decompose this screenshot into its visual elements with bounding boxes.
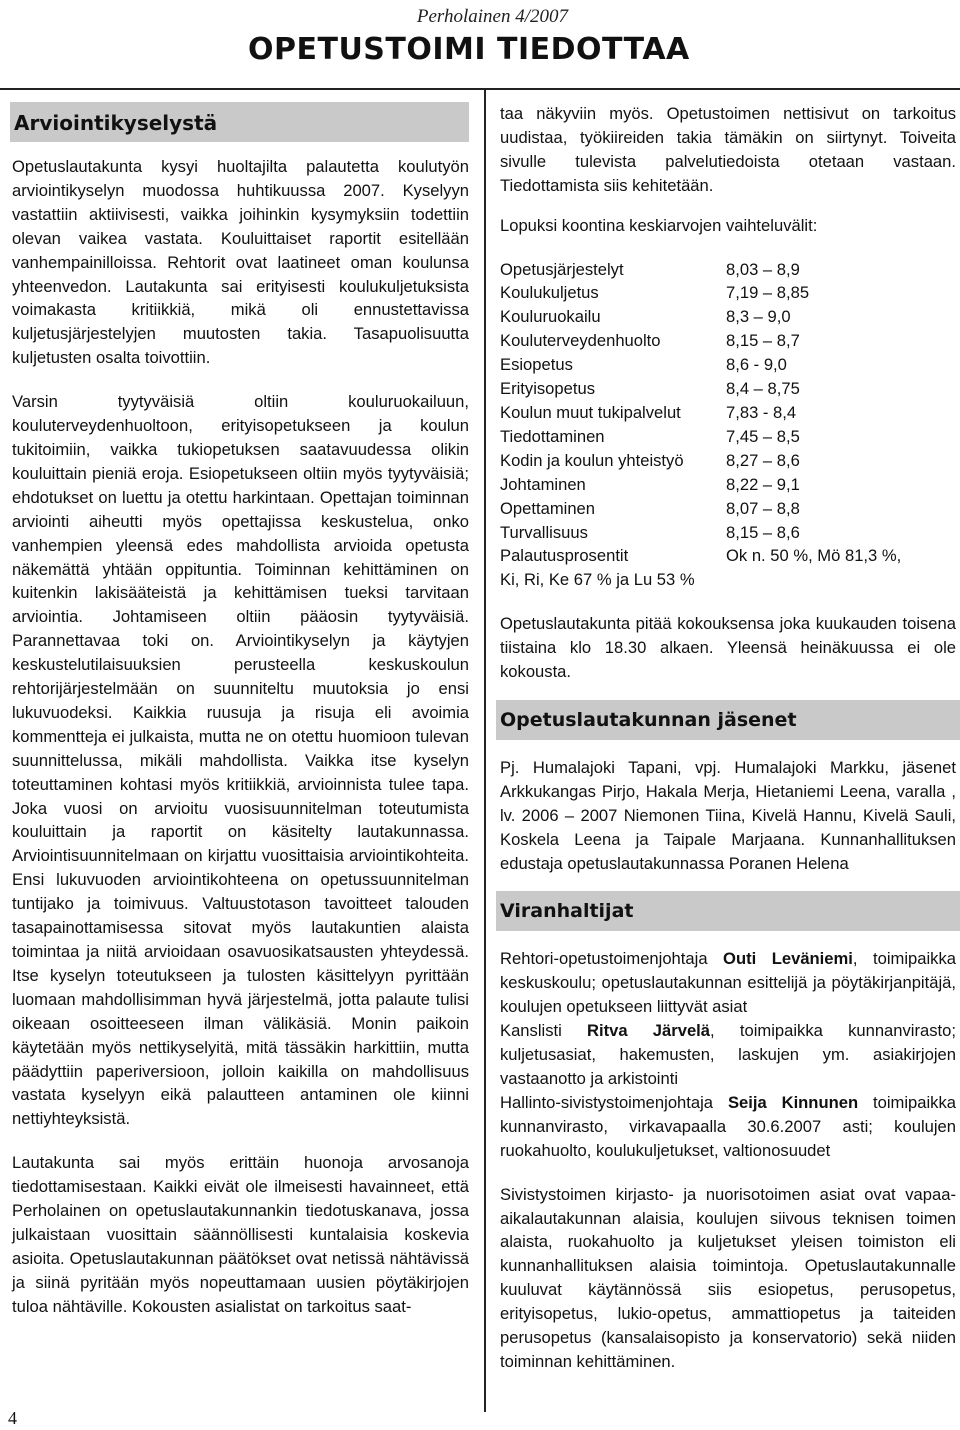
official-kinnunen-role: Hallinto-sivistystoimenjohtaja — [500, 1092, 728, 1112]
range-row — [500, 258, 956, 282]
range-label: Opettaminen — [500, 498, 596, 518]
masthead: OPETUSTOIMI TIEDOTTAA — [248, 32, 690, 67]
paragraph-communication: Lautakunta sai myös erittäin huonoja arvosanoja tiedottamisestaan. Kaikki eivät ole ilmeisesti havainneet, että Perholainen on opetuslautakunnankin tiedotuskanava, jossa julkaistaan vuosittain säännöllisesti kuntalaisia koskevia asioita. Opetuslautakunnan päätökset ovat netissä nähtävissä ja siinä pyritään myös nopeuttamaan uusien pöytäkirjojen tuloa nähtäville. Kokousten asialistat on tarkoitus saat- — [12, 1153, 469, 1316]
paragraph-responsibilities: Sivistystoimen kirjasto- ja nuorisotoimen asiat ovat vapaa-aikalautakunnan alaisia, koulujen siivous teknisen toimen alaista, ruokahuolto ja kuljetukset yleisen toimiston eli kunnanhallituksen alaisia toimintoja. Opetuslautakunnalle kuuluvat käytännössä siis esiopetus, perusopetus, erityisopetus, lukio-opetus, ammattiopetus ja taiteiden perusopetus (kansalaisopisto ja konservatorio) sekä niiden toiminnan kehittäminen. — [500, 1184, 956, 1371]
range-row — [500, 377, 956, 401]
range-value: 7,45 – 8,5 — [726, 426, 800, 446]
range-label: Opetusjärjestelyt — [500, 259, 624, 279]
range-row — [500, 281, 956, 305]
official-kinnunen-duties: toimipaikka kunnanvirasto, virkavapaalla 30.6.2007 asti; koulujen ruokahuolto, koulukuljetukset, valtionosuudet — [500, 1092, 956, 1160]
range-label: Erityisopetus — [500, 379, 595, 399]
range-row — [500, 329, 956, 353]
official-leva-name: Outi Leväniemi — [723, 949, 853, 969]
left-column — [12, 102, 469, 1319]
range-label: Johtaminen — [500, 474, 586, 494]
range-label: Esiopetus — [500, 355, 573, 375]
range-row — [500, 473, 956, 497]
paragraph-meetings: Opetuslautakunta pitää kokouksensa joka kuukauden toisena tiistaina klo 18.30 alkaen. Yleensä heinäkuussa ei ole kokousta. — [500, 614, 956, 682]
range-row — [500, 544, 956, 568]
section-heading-officials: Viranhaltijat — [496, 891, 960, 931]
range-row — [500, 425, 956, 449]
range-row — [500, 521, 956, 545]
range-label: Kouluterveydenhuolto — [500, 331, 661, 351]
range-label: Koulun muut tukipalvelut — [500, 402, 681, 422]
official-jarvela-role: Kanslisti — [500, 1021, 588, 1041]
column-divider — [484, 90, 486, 1412]
range-row — [500, 497, 956, 521]
range-label: Palautusprosentit — [500, 546, 629, 566]
range-row — [500, 305, 956, 329]
page-number: 4 — [8, 1408, 17, 1428]
range-value: Ok n. 50 %, Mö 81,3 %, — [726, 546, 902, 566]
section-heading-members: Opetuslautakunnan jäsenet — [496, 700, 960, 740]
header-divider — [0, 88, 960, 90]
range-value: 8,27 – 8,6 — [726, 450, 800, 470]
paragraph-continued: taa näkyviin myös. Opetustoimen nettisivut on tarkoitus uudistaa, työkiireiden takia tämäkin on siirtynyt. Toiveita sivulle tulevista palvelutiedoista otetaan vastaan. Tiedottamista siis kehitetään. — [500, 104, 956, 195]
range-value: 7,19 – 8,85 — [726, 283, 810, 303]
range-value: 8,22 – 9,1 — [726, 474, 800, 494]
publication-title: Perholainen 4/2007 — [416, 6, 568, 27]
range-label: Turvallisuus — [500, 522, 588, 542]
range-value: 8,15 – 8,6 — [726, 522, 800, 542]
paragraph-members: Pj. Humalajoki Tapani, vpj. Humalajoki Markku, jäsenet Arkkukangas Pirjo, Hakala Merja, Hietaniemi Leena, varalla , lv. 2006 – 2007 Niemonen Tiina, Kivelä Hannu, Kivelä Sauli, Koskela Leena ja Taipale Marjaana. Kunnanhallituksen edustaja opetuslautakunnassa Poranen Helena — [500, 757, 956, 873]
ranges-tail: Ki, Ri, Ke 67 % ja Lu 53 % — [500, 570, 695, 590]
official-kinnunen-name: Seija Kinnunen — [727, 1092, 859, 1112]
range-value: 7,83 - 8,4 — [726, 402, 797, 422]
paragraph-results: Varsin tyytyväisiä oltiin kouluruokailuun, kouluterveydenhuoltoon, erityisopetukseen ja koulun tukitoimiin, vaikka tukiopetuksen saatavuudessa olikin kouluittain pieniä eroja. Esiopetukseen oltiin myös tyytyväisiä; ehdotukset on luettu ja otettu harkintaan. Opettajan toiminnan arviointi aiheutti myös opettajissa keskustelua, onko vanhempien yleensä edes mahdollista arvioida opetusta näkemättä yhtään oppituntia. Toiminnan kehittäminen on kuitenkin lakisääteistä ja kehittämisen tueksi tarvitaan arviointia. Johtamiseen oltiin pääosin tyytyväisiä. Parannettavaa toki on. Arviointikyselyn ja käytyjen keskustelutilaisuuksien perusteella keskuskoulun rehtorijärjestelmään on suunniteltu muutoksia jo ensi lukuvuodeksi. Kaikkia ruusuja ja risuja eli avoimia kommentteja ei julkaista, mutta ne on otettu huomioon tulevan suunnittelussa, mikäli mahdollista. Vaikka itse kyselyn toteuttaminen kohtasi myös kritiikkiä, arvioinnista tulee tapa. Joka vuosi on arvioitu vuosisuunnitelman toteutumista kouluittain ja raportit on käsitelty lautakunnassa. Arviointisuunnitelmaan on kirjattu vuosittaisia arviointikohteita. Ensi lukuvuoden arviointikohteena on opetussuunnitelman tuntijako ja toimivuus. Valtuustotason tavoitteet talouden tasapainottamisessa sitovat myös lautakuntien alaista toimintaa ja niitä arvioidaan osavuosikatsausten yhteydessä. Itse kyselyn toteutukseen ja tulosten käsittelyyn pyrittään luomaan mahdollisimman hyvä järjestelmä, jotta palaute tulisi oikeaan osoitteeseen ilman välikäsiä. Monin paikoin käytetään myös nettikyselyitä, mitä tässäkin harkittiin, mutta päädyttiin paperiversioon, jolloin kaikilla on mahdollisuus vastata kyselyyn eikä palautteen antaminen ole kiinni nettiyhteyksistä. — [12, 392, 469, 1129]
ranges-table — [500, 258, 956, 569]
section-heading-arviointikyselysta: Arviointikyselystä — [10, 102, 469, 142]
range-label: Koulukuljetus — [500, 283, 599, 303]
official-jarvela-name: Ritva Järvelä — [587, 1021, 711, 1041]
range-row — [500, 401, 956, 425]
range-value: 8,3 – 9,0 — [726, 307, 791, 327]
official-jarvela-duties: , toimipaikka kunnanvirasto; kuljetusasiat, hakemusten, laskujen ym. asiakirjojen vastaanotto ja arkistointi — [500, 1021, 956, 1088]
range-value: 8,4 – 8,75 — [726, 379, 800, 399]
right-column — [500, 102, 956, 1374]
range-value: 8,6 - 9,0 — [726, 355, 787, 375]
official-leva — [500, 947, 956, 1019]
range-value: 8,15 – 8,7 — [726, 331, 800, 351]
range-label: Kodin ja koulun yhteistyö — [500, 450, 684, 470]
ranges-intro: Lopuksi koontina keskiarvojen vaihteluvälit: — [500, 215, 818, 235]
range-value: 8,07 – 8,8 — [726, 498, 800, 518]
range-label: Kouluruokailu — [500, 307, 601, 327]
official-kinnunen — [500, 1091, 956, 1163]
range-value: 8,03 – 8,9 — [726, 259, 800, 279]
range-row — [500, 353, 956, 377]
range-label: Tiedottaminen — [500, 426, 605, 446]
official-leva-duties: , toimipaikka keskuskoulu; opetuslautakunnan esittelijä ja pöytäkirjanpitäjä, koulujen opetukseen liittyvät asiat — [500, 949, 956, 1017]
official-jarvela — [500, 1019, 956, 1091]
paragraph-intro: Opetuslautakunta kysyi huoltajilta palautetta koulutyön arviointikyselyn muodossa huhtikuussa 2007. Kyselyyn vastattiin aktiivisesti, vaikka joihinkin kysymyksiin todettiin olevan vaikea vastata. Kouluittaiset raportit esitellään vanhempainilloissa. Rehtorit ovat laatineet oman koulunsa yhteenvedon. Lautakunta sai erityisesti koulukuljetuksista voimakasta kritiikkiä, mikä oli ennustettavissa kuljetusjärjestelyjen muutosten takia. Tasapuolisuutta kuljetusten osalta toivottiin. — [12, 157, 469, 368]
range-row — [500, 449, 956, 473]
official-leva-role: Rehtori-opetustoimenjohtaja — [500, 949, 724, 969]
